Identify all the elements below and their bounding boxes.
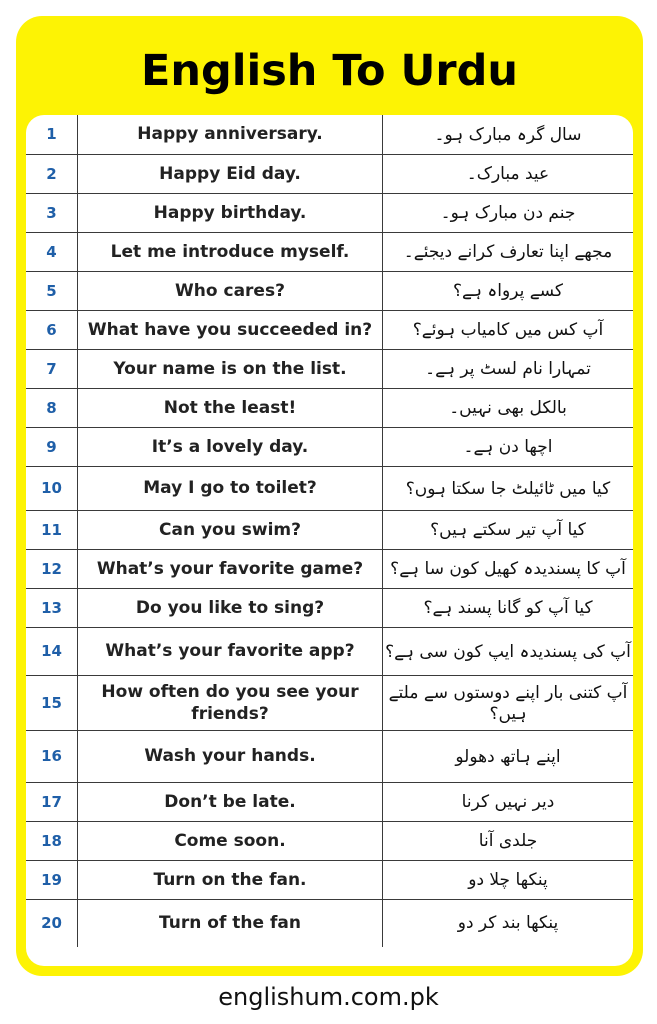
row-number: 2 — [26, 154, 78, 193]
english-phrase: Who cares? — [78, 271, 383, 310]
urdu-translation: تمہارا نام لسٹ پر ہے۔ — [383, 349, 634, 388]
row-number: 4 — [26, 232, 78, 271]
english-phrase: Happy Eid day. — [78, 154, 383, 193]
phrase-table-container — [26, 115, 633, 966]
table-row — [26, 271, 633, 310]
table-row — [26, 627, 633, 675]
urdu-translation: آپ کتنی بار اپنے دوستوں سے ملتے ہیں؟ — [383, 675, 634, 730]
table-row — [26, 388, 633, 427]
row-number: 6 — [26, 310, 78, 349]
urdu-translation: آپ کی پسندیدہ ایپ کون سی ہے؟ — [383, 627, 634, 675]
row-number: 14 — [26, 627, 78, 675]
urdu-translation: کسے پرواہ ہے؟ — [383, 271, 634, 310]
urdu-translation: آپ کس میں کامیاب ہوئے؟ — [383, 310, 634, 349]
english-phrase: Happy birthday. — [78, 193, 383, 232]
english-phrase: It’s a lovely day. — [78, 427, 383, 466]
row-number: 12 — [26, 549, 78, 588]
english-phrase: Not the least! — [78, 388, 383, 427]
row-number: 13 — [26, 588, 78, 627]
table-row — [26, 730, 633, 782]
row-number: 20 — [26, 899, 78, 947]
phrase-table — [26, 115, 633, 947]
urdu-translation: پنکھا بند کر دو — [383, 899, 634, 947]
english-phrase: Come soon. — [78, 821, 383, 860]
table-row — [26, 154, 633, 193]
english-phrase: Your name is on the list. — [78, 349, 383, 388]
row-number: 11 — [26, 510, 78, 549]
english-phrase: What’s your favorite app? — [78, 627, 383, 675]
english-phrase: Don’t be late. — [78, 782, 383, 821]
urdu-translation: پنکھا چلا دو — [383, 860, 634, 899]
urdu-translation: سال گرہ مبارک ہو۔ — [383, 115, 634, 154]
row-number: 8 — [26, 388, 78, 427]
table-row — [26, 588, 633, 627]
table-row — [26, 115, 633, 154]
english-phrase: Do you like to sing? — [78, 588, 383, 627]
urdu-translation: کیا میں ٹائیلٹ جا سکتا ہوں؟ — [383, 466, 634, 510]
row-number: 15 — [26, 675, 78, 730]
urdu-translation: اپنے ہاتھ دھولو — [383, 730, 634, 782]
row-number: 3 — [26, 193, 78, 232]
row-number: 9 — [26, 427, 78, 466]
table-row — [26, 193, 633, 232]
row-number: 1 — [26, 115, 78, 154]
english-phrase: Turn of the fan — [78, 899, 383, 947]
urdu-translation: جلدی آنا — [383, 821, 634, 860]
urdu-translation: آپ کا پسندیدہ کھیل کون سا ہے؟ — [383, 549, 634, 588]
row-number: 10 — [26, 466, 78, 510]
english-phrase: Happy anniversary. — [78, 115, 383, 154]
urdu-translation: دیر نہیں کرنا — [383, 782, 634, 821]
table-row — [26, 860, 633, 899]
english-phrase: What have you succeeded in? — [78, 310, 383, 349]
table-row — [26, 349, 633, 388]
english-phrase: Turn on the fan. — [78, 860, 383, 899]
row-number: 5 — [26, 271, 78, 310]
urdu-translation: بالکل بھی نہیں۔ — [383, 388, 634, 427]
row-number: 7 — [26, 349, 78, 388]
urdu-translation: عید مبارک۔ — [383, 154, 634, 193]
english-phrase: What’s your favorite game? — [78, 549, 383, 588]
table-row — [26, 466, 633, 510]
urdu-translation: مجھے اپنا تعارف کرانے دیجئے۔ — [383, 232, 634, 271]
page-title: English To Urdu — [140, 46, 519, 96]
table-row — [26, 232, 633, 271]
table-row — [26, 427, 633, 466]
website-footer: englishum.com.pk — [218, 983, 439, 1011]
english-phrase: How often do you see your friends? — [78, 675, 383, 730]
table-row — [26, 821, 633, 860]
table-row — [26, 549, 633, 588]
row-number: 17 — [26, 782, 78, 821]
urdu-translation: کیا آپ کو گانا پسند ہے؟ — [383, 588, 634, 627]
english-phrase: Can you swim? — [78, 510, 383, 549]
table-row — [26, 899, 633, 947]
table-row — [26, 782, 633, 821]
english-phrase: May I go to toilet? — [78, 466, 383, 510]
urdu-translation: کیا آپ تیر سکتے ہیں؟ — [383, 510, 634, 549]
urdu-translation: جنم دن مبارک ہو۔ — [383, 193, 634, 232]
table-row — [26, 675, 633, 730]
row-number: 16 — [26, 730, 78, 782]
yellow-card-frame — [16, 16, 643, 976]
english-phrase: Let me introduce myself. — [78, 232, 383, 271]
table-row — [26, 310, 633, 349]
table-row — [26, 510, 633, 549]
row-number: 19 — [26, 860, 78, 899]
urdu-translation: اچھا دن ہے۔ — [383, 427, 634, 466]
english-phrase: Wash your hands. — [78, 730, 383, 782]
row-number: 18 — [26, 821, 78, 860]
